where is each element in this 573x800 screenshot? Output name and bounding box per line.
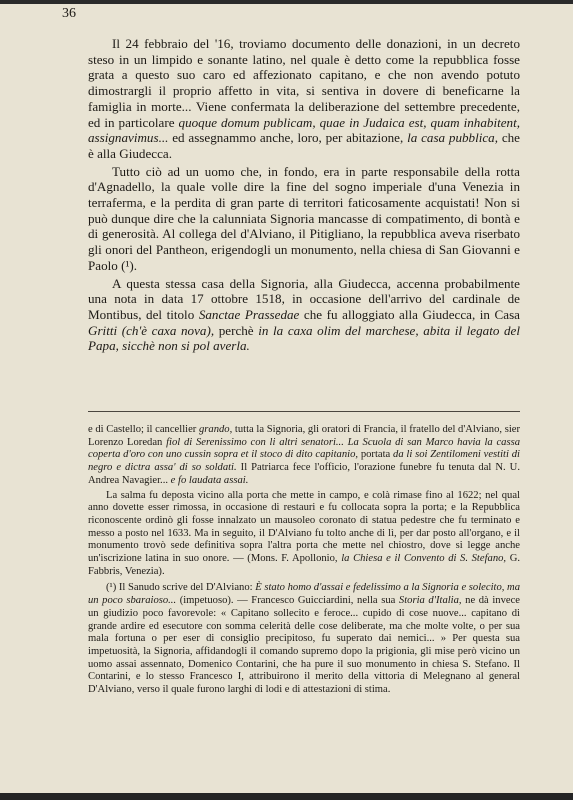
paragraph-donations [88, 36, 520, 162]
paragraph-agnadello: Tutto ciò ad un uomo che, in fondo, era in parte responsabile della rotta d'Agnadello, la quale volle dire la fine del sogno imperiale d'una Venezia in terraferma, e la perdita di gran parte di territori faticosamente acquistati! Non si può dunque dire che la calunniata Signoria mancasse di compatimento, di bontà e di generosità. Al collega del d'Alviano, il Pitigliano, la repubblica aveva riserbato gli onori del Pantheon, erigendogli un monumento, nella chiesa di San Giovanni e Paolo (¹). [88, 163, 520, 273]
italic-title: Sanctae Prassedae [198, 306, 300, 322]
page-number: 36 [62, 6, 76, 21]
text-run: che è alla Giudecca. [88, 130, 520, 161]
latin-quote: quoque domum publicam, quae in Judaica est, quam inhabitent, assignavimus... [88, 114, 520, 146]
footnote-1 [88, 582, 520, 696]
italic-citation: la Chiesa e il Convento di S. Stefano, [341, 553, 507, 565]
text-run: G. Fabbris, Venezia). [88, 553, 520, 577]
italic-quote: da li soi Zentilomeni vestiti di negro e dictra assa' di so soldati. [88, 449, 520, 474]
text-run: ne dà invece un giudizio poco favorevole: « Capitano sollecito e feroce... cupido di cose nuove... capitano di grande ardire ed esecutore con somma celerità delle cose deliberate, ma che molte volte, o per sua mala fortuna o per eser di consiglio precipitoso, fu superato dai nemici... » Per questa sua impetuosità, la Signoria, affidandogli il comando supremo dopo la prigionia, gli mise però vicino un uomo assai assennato, Domenico Contarini, che ha pure il suo monumento in chiesa S. Stefano. Il Contarini, e lo stesso Francesco I, attribuirono il merito della vittoria di Melegnano al general D'Alviano, verso il quale furono larghi di lodi e di attestazioni di stima. [88, 595, 520, 696]
text-run: Il Patriarca fece l'officio, l'orazione funebre fu tenuta dal N. U. Andrea Navagier... [88, 462, 520, 486]
italic-quote: (ch'è caxa nova), [121, 322, 215, 338]
text-run: La salma fu deposta vicino alla porta che mette in campo, e colà rimase fino al 1622; nel qual anno dovette esser rimossa, in occasione di restauri e fu collocata sopra la porta; e la Repubblica riconoscente ordinò gli fosse innalzato un mausoleo coronato di statua pedestre che fu terminato e messo a posto nel 1633. Ma in seguito, il D'Alviano fu tolto anche di lì, per dar posto all'organo, e il monumento trovò sede definitiva sopra l'altra porta che mette nel chiostro, dove si legge anche un'iscrizione latina in suo onore. — (Mons. F. Apollonio, [88, 489, 520, 565]
text-run: e di Castello; il cancellier [88, 424, 199, 435]
scan-edge-bottom [0, 793, 573, 800]
italic-quote: e fo laudata assai. [170, 474, 249, 486]
text-run: ed assegnammo anche, loro, per abitazione, [168, 130, 408, 146]
italic-word: grando, [198, 424, 233, 435]
footnote-divider [88, 411, 520, 412]
text-run: (¹) Il Sanudo scrive del D'Alviano: [106, 582, 256, 594]
footnote-burial [88, 490, 520, 579]
italic-title: Storia d'Italia, [398, 595, 462, 607]
text-run: portata [358, 449, 394, 461]
text-run: (impetuoso). — Francesco Guicciardini, nella sua [176, 595, 399, 607]
footnote-continuation [88, 424, 520, 488]
italic-quote: È stato homo d'assai e fedelissimo a la Signoria e solecito, ma un poco sbaraioso... [88, 582, 520, 607]
text-run: Il 24 febbraio del '16, troviamo documento delle donazioni, in un decreto steso in un limpido e sonante latino, nel quale è detto come la repubblica fosse grata a questo suo caro ed affezionato capitano, e che non avendo potuto dimostrargli il proprio affetto in vita, si sentiva in dovere di beneficarne la famiglia in morte... Viene confermata la deliberazione del settembre precedente, ed in particolare [88, 36, 520, 130]
italic-quote: fiol di Serenissimo con li altri senatori... [166, 436, 344, 448]
text-run: A questa stessa casa della Signoria, alla Giudecca, accenna probabilmente una nota in data 17 ottobre 1518, in occasione dell'arrivo del cardinale de Montibus, del titolo [88, 275, 520, 322]
main-text [88, 36, 520, 356]
footnotes [88, 424, 520, 699]
text-run: tutta la Signoria, gli oratori di Francia, il fratello del d'Alviano, sier Lorenzo Loredan [88, 424, 520, 448]
italic-quote: in la caxa olim del marchese, abita il legato del Papa, sicchè non si pol averla. [88, 322, 521, 354]
scan-edge-top [0, 0, 573, 4]
italic-quote: La Scuola di san Marco havia la cassa coperta d'oro con uno cussin sopra et il stoco di dito capitanio, [88, 436, 520, 461]
text-run: che fu alloggiato alla Giudecca, in Casa [299, 306, 520, 322]
text-run: perchè [214, 322, 259, 338]
italic-phrase: la casa pubblica, [407, 130, 498, 146]
italic-name: Gritti [88, 322, 118, 338]
paragraph-giudecca [88, 276, 520, 355]
